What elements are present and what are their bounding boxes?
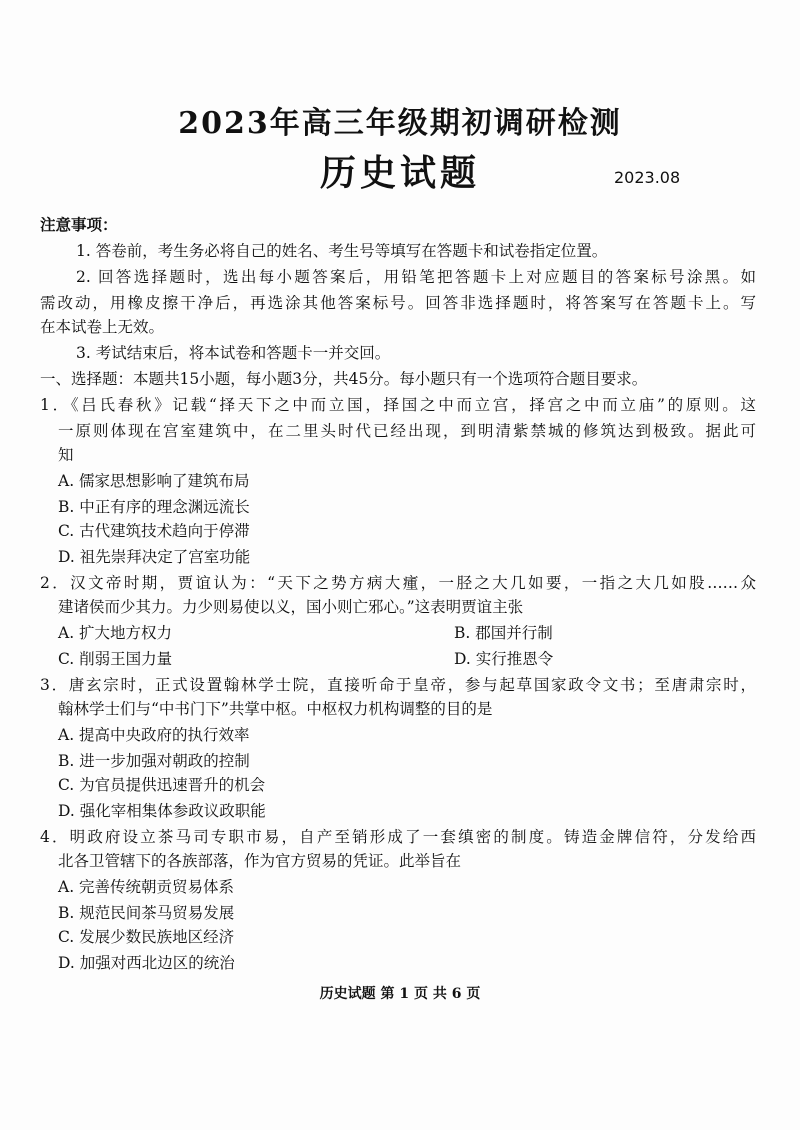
exam-date: 2023.08 xyxy=(614,168,681,187)
notice-item-2-line-2: 需改动，用橡皮擦干净后，再选涂其他答案标号。回答非选择题时，将答案写在答题卡上。写 xyxy=(40,294,756,312)
notice-item-1: 1. 答卷前，考生务必将自己的姓名、考生号等填写在答题卡和试卷指定位置。 xyxy=(76,242,608,260)
page-footer: 历史试题 第 1 页 共 6 页 xyxy=(319,986,481,1002)
question-3-option-c: C. 为官员提供迅速晋升的机会 xyxy=(58,776,266,794)
question-3-option-a: A. 提高中央政府的执行效率 xyxy=(58,726,250,744)
notice-item-3: 3. 考试结束后，将本试卷和答题卡一并交回。 xyxy=(76,344,391,362)
question-3-stem-line-1: 3．唐玄宗时，正式设置翰林学士院，直接听命于皇帝，参与起草国家政令文书；至唐肃宗时， xyxy=(40,676,756,694)
question-4-stem-line-2: 北各卫管辖下的各族部落，作为官方贸易的凭证。此举旨在 xyxy=(58,852,462,870)
question-4-option-d: D. 加强对西北边区的统治 xyxy=(58,954,235,972)
question-4-stem-line-1: 4．明政府设立茶马司专职市易，自产至销形成了一套缜密的制度。铸造金牌信符，分发给西 xyxy=(40,828,756,846)
question-4-option-b: B. 规范民间茶马贸易发展 xyxy=(58,904,235,922)
section-heading: 一、选择题：本题共15小题，每小题3分，共45分。每小题只有一个选项符合题目要求。 xyxy=(40,370,648,388)
question-2-stem-line-2: 建诸侯而少其力。力少则易使以义，国小则亡邪心。”这表明贾谊主张 xyxy=(58,598,524,616)
question-3-option-b: B. 进一步加强对朝政的控制 xyxy=(58,752,250,770)
notice-heading: 注意事项： xyxy=(40,215,118,234)
question-1-stem-line-2: 一原则体现在宫室建筑中，在二里头时代已经出现，到明清紫禁城的修筑达到极致。据此可 xyxy=(58,422,756,440)
question-4-option-c: C. 发展少数民族地区经济 xyxy=(58,928,235,946)
question-3-stem-line-2: 翰林学士们与“中书门下”共掌中枢。中枢权力机构调整的目的是 xyxy=(58,700,493,718)
question-2-option-d: D. 实行推恩令 xyxy=(454,650,554,668)
notice-item-2-line-3: 在本试卷上无效。 xyxy=(40,318,165,336)
question-1-stem-line-3: 知 xyxy=(58,446,74,464)
question-1-option-d: D. 祖先崇拜决定了宫室功能 xyxy=(58,548,251,566)
question-2-option-b: B. 郡国并行制 xyxy=(454,624,553,642)
notice-item-2-line-1: 2. 回答选择题时，选出每小题答案后，用铅笔把答题卡上对应题目的答案标号涂黑。如 xyxy=(76,268,756,286)
question-1-option-c: C. 古代建筑技术趋向于停滞 xyxy=(58,522,250,540)
question-1-option-a: A. 儒家思想影响了建筑布局 xyxy=(58,472,250,490)
question-3-option-d: D. 强化宰相集体参政议政职能 xyxy=(58,802,266,820)
question-2-option-a: A. 扩大地方权力 xyxy=(58,624,173,642)
question-2-stem-line-1: 2．汉文帝时期，贾谊认为：“天下之势方病大瘇，一胫之大几如要，一指之大几如股……众 xyxy=(40,574,756,592)
question-1-stem-line-1: 1．《吕氏春秋》记载“择天下之中而立国，择国之中而立宫，择宫之中而立庙”的原则。这 xyxy=(40,396,756,414)
exam-title: 2023年高三年级期初调研检测 xyxy=(178,106,622,141)
question-1-option-b: B. 中正有序的理念渊远流长 xyxy=(58,498,250,516)
question-2-option-c: C. 削弱王国力量 xyxy=(58,650,173,668)
question-4-option-a: A. 完善传统朝贡贸易体系 xyxy=(58,878,235,896)
subject-title: 历史试题 xyxy=(319,152,480,194)
